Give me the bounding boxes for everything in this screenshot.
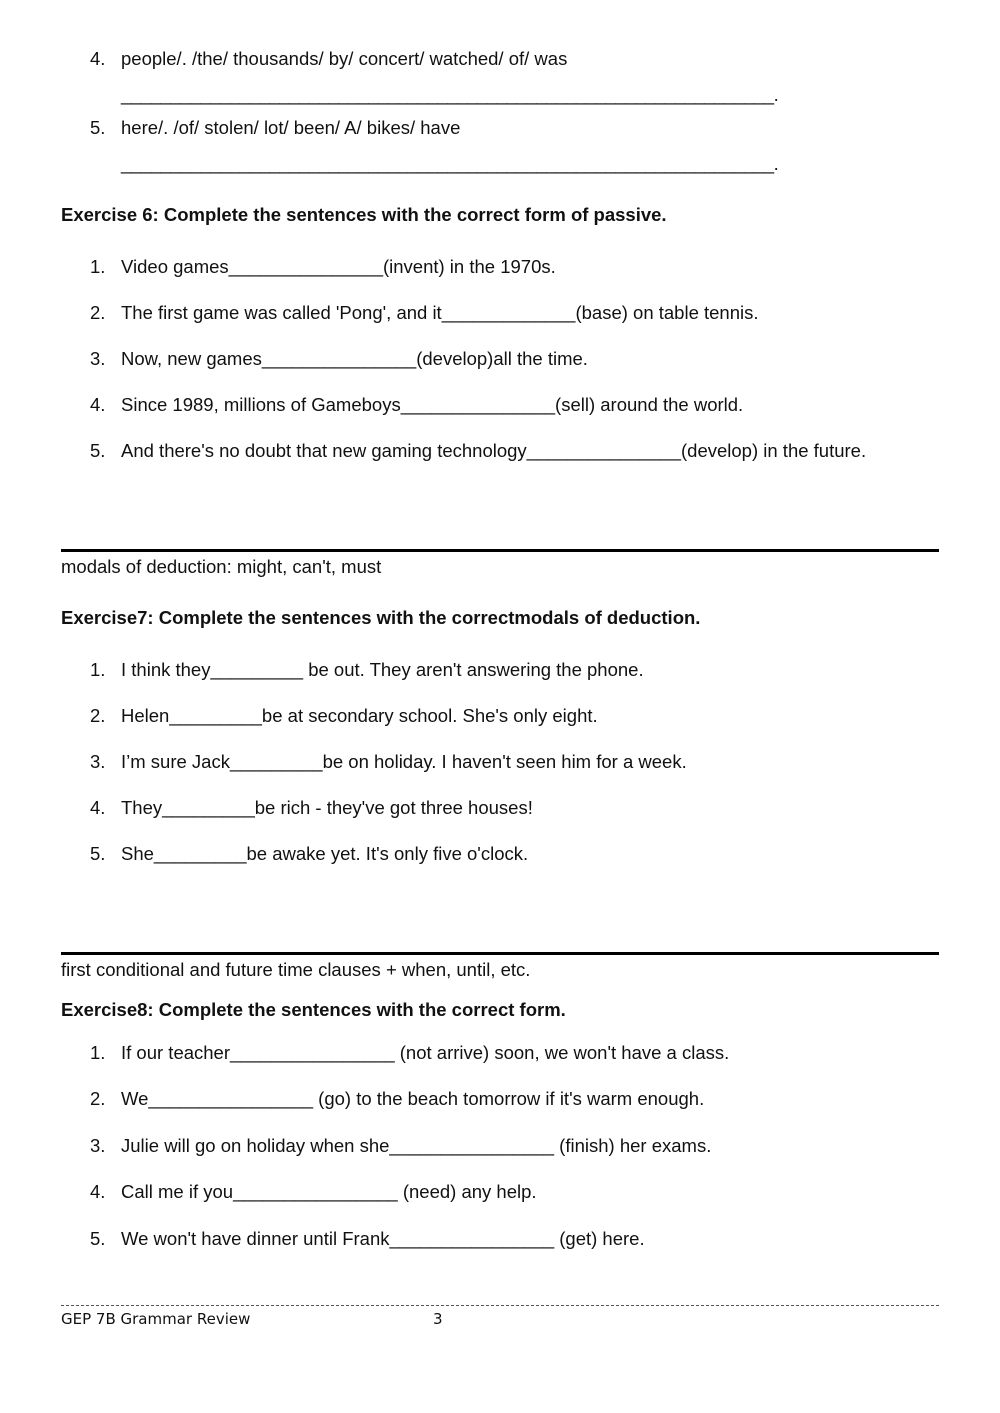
item-number: 4. <box>90 797 106 818</box>
section-topic: first conditional and future time clauses + when, until, etc. <box>61 959 531 980</box>
exercise-heading: Exercise7: Complete the sentences with the correctmodals of deduction. <box>61 607 701 628</box>
item-text: Call me if you________________ (need) any help. <box>121 1181 537 1202</box>
item-text: people/. /the/ thousands/ by/ concert/ watched/ of/ was <box>121 48 568 69</box>
item-text: Julie will go on holiday when she________________ (finish) her exams. <box>121 1135 712 1156</box>
item-number: 4. <box>90 1181 106 1202</box>
section-divider <box>61 952 939 955</box>
item-number: 5. <box>90 440 106 461</box>
item-text: I think they_________ be out. They aren't answering the phone. <box>121 659 644 680</box>
item-number: 2. <box>90 705 106 726</box>
item-text: If our teacher________________ (not arrive) soon, we won't have a class. <box>121 1042 730 1063</box>
item-number: 3. <box>90 1135 106 1156</box>
item-text: I’m sure Jack_________be on holiday. I haven't seen him for a week. <box>121 751 687 772</box>
item-text: And there's no doubt that new gaming technology_______________(develop) in the future. <box>121 440 867 461</box>
item-number: 3. <box>90 751 106 772</box>
item-number: 2. <box>90 1088 106 1109</box>
item-number: 1. <box>90 256 106 277</box>
item-text: The first game was called 'Pong', and it_____________(base) on table tennis. <box>121 302 759 323</box>
item-text: Since 1989, millions of Gameboys_______________(sell) around the world. <box>121 394 744 415</box>
item-number: 4. <box>90 48 106 69</box>
section-topic: modals of deduction: might, can't, must <box>61 556 382 577</box>
item-text: Now, new games_______________(develop)all the time. <box>121 348 588 369</box>
item-text: They_________be rich - they've got three houses! <box>121 797 533 818</box>
page-number: 3 <box>433 1310 443 1328</box>
item-text: Helen_________be at secondary school. She's only eight. <box>121 705 598 726</box>
item-number: 5. <box>90 117 106 138</box>
item-text: She_________be awake yet. It's only five o'clock. <box>121 843 529 864</box>
item-text: Video games_______________(invent) in the 1970s. <box>121 256 556 277</box>
answer-line[interactable]: __________________________________________________________________. <box>121 153 779 174</box>
item-text: We won't have dinner until Frank________________ (get) here. <box>121 1228 645 1249</box>
footer-title: GEP 7B Grammar Review <box>61 1310 251 1328</box>
item-text: here/. /of/ stolen/ lot/ been/ A/ bikes/ have <box>121 117 461 138</box>
item-number: 2. <box>90 302 106 323</box>
item-number: 3. <box>90 348 106 369</box>
item-number: 1. <box>90 1042 106 1063</box>
item-number: 5. <box>90 843 106 864</box>
exercise-heading: Exercise8: Complete the sentences with the correct form. <box>61 999 566 1020</box>
item-text: We________________ (go) to the beach tomorrow if it's warm enough. <box>121 1088 705 1109</box>
item-number: 1. <box>90 659 106 680</box>
item-number: 5. <box>90 1228 106 1249</box>
answer-line[interactable]: __________________________________________________________________. <box>121 84 779 105</box>
footer-divider <box>61 1305 939 1306</box>
exercise-heading: Exercise 6: Complete the sentences with the correct form of passive. <box>61 204 667 225</box>
item-number: 4. <box>90 394 106 415</box>
section-divider <box>61 549 939 552</box>
